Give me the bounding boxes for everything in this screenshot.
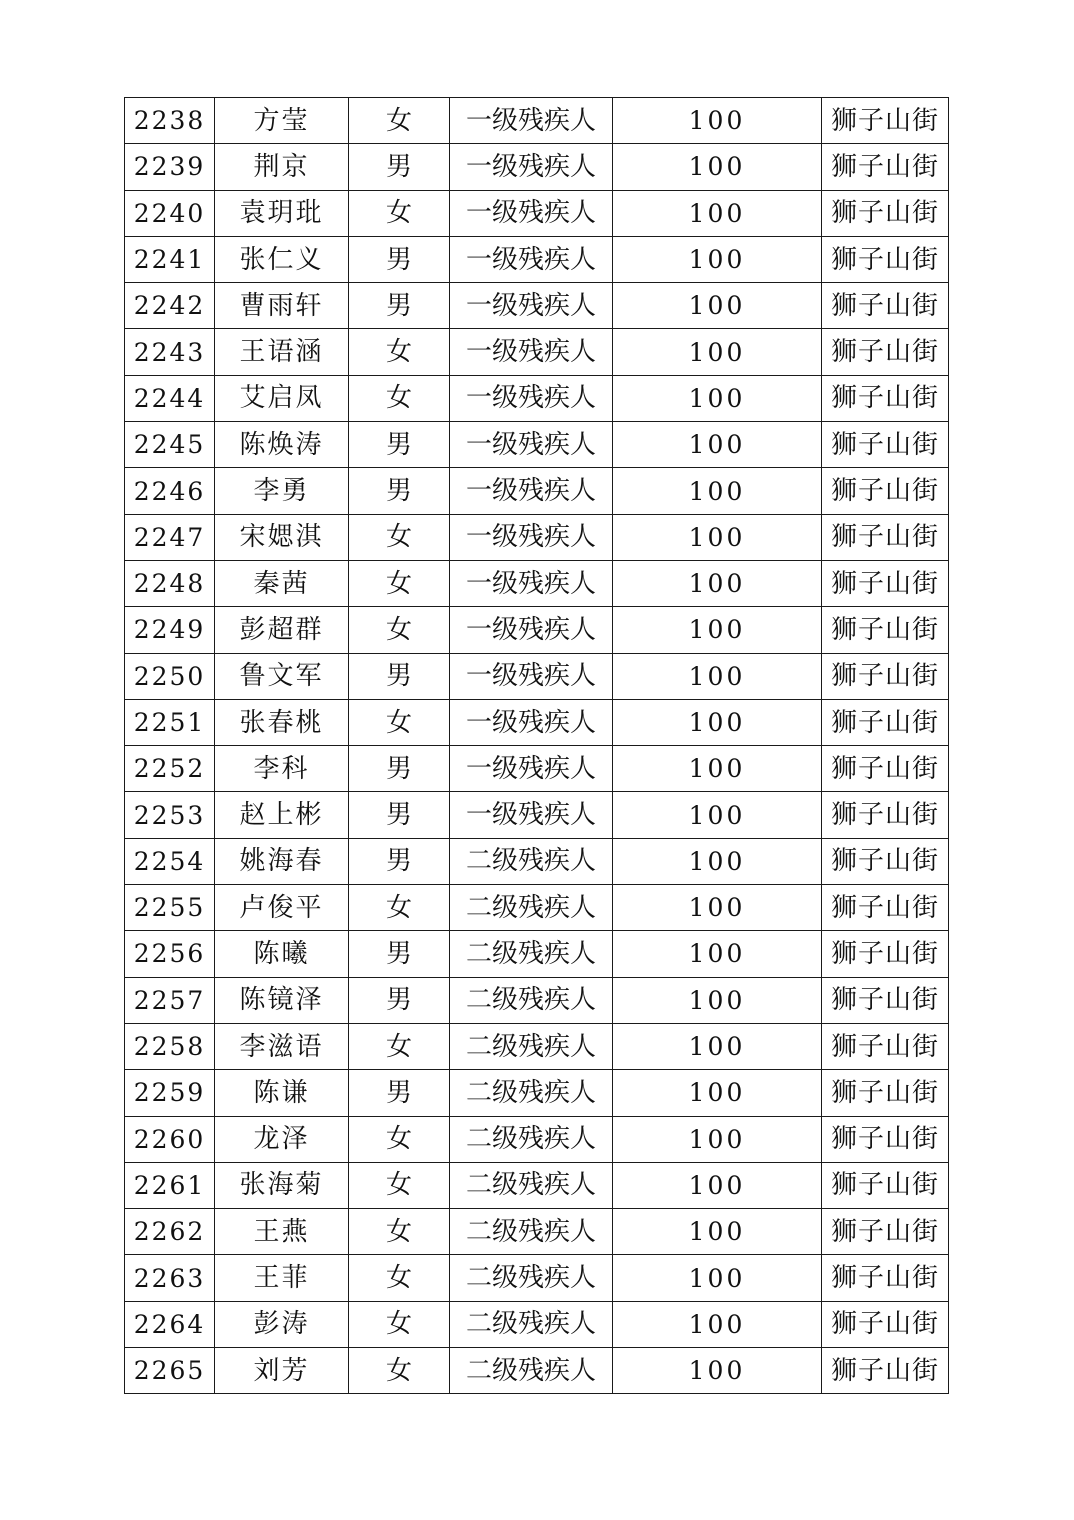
cell-gender: 男 [349, 144, 450, 190]
cell-record-number: 2246 [125, 468, 215, 514]
cell-gender: 女 [349, 1255, 450, 1301]
cell-gender: 女 [349, 190, 450, 236]
table-row [125, 1348, 949, 1394]
cell-street-area: 狮子山街 [822, 607, 949, 653]
cell-record-number: 2255 [125, 885, 215, 931]
table-row [125, 144, 949, 190]
cell-street-area: 狮子山街 [822, 977, 949, 1023]
cell-street-area: 狮子山街 [822, 560, 949, 606]
cell-disability-level: 二级残疾人 [450, 1255, 613, 1301]
cell-record-number: 2258 [125, 1023, 215, 1069]
cell-record-number: 2264 [125, 1301, 215, 1347]
cell-amount: 100 [613, 236, 822, 282]
cell-amount: 100 [613, 1348, 822, 1394]
cell-person-name: 宋媤淇 [215, 514, 349, 560]
cell-street-area: 狮子山街 [822, 375, 949, 421]
cell-amount: 100 [613, 514, 822, 560]
cell-gender: 男 [349, 653, 450, 699]
cell-gender: 男 [349, 468, 450, 514]
table-row [125, 468, 949, 514]
cell-gender: 男 [349, 422, 450, 468]
cell-record-number: 2244 [125, 375, 215, 421]
cell-amount: 100 [613, 931, 822, 977]
table-row [125, 1301, 949, 1347]
cell-record-number: 2253 [125, 792, 215, 838]
cell-street-area: 狮子山街 [822, 1116, 949, 1162]
cell-gender: 男 [349, 1070, 450, 1116]
cell-gender: 女 [349, 375, 450, 421]
cell-record-number: 2239 [125, 144, 215, 190]
cell-record-number: 2245 [125, 422, 215, 468]
cell-disability-level: 二级残疾人 [450, 1070, 613, 1116]
cell-street-area: 狮子山街 [822, 1162, 949, 1208]
cell-disability-level: 二级残疾人 [450, 838, 613, 884]
cell-disability-level: 一级残疾人 [450, 746, 613, 792]
cell-disability-level: 一级残疾人 [450, 468, 613, 514]
cell-person-name: 鲁文军 [215, 653, 349, 699]
cell-person-name: 陈曦 [215, 931, 349, 977]
cell-amount: 100 [613, 838, 822, 884]
cell-gender: 女 [349, 98, 450, 144]
cell-gender: 女 [349, 699, 450, 745]
cell-disability-level: 二级残疾人 [450, 1116, 613, 1162]
cell-street-area: 狮子山街 [822, 699, 949, 745]
cell-amount: 100 [613, 792, 822, 838]
cell-street-area: 狮子山街 [822, 329, 949, 375]
table-row [125, 977, 949, 1023]
cell-amount: 100 [613, 144, 822, 190]
cell-amount: 100 [613, 1116, 822, 1162]
cell-record-number: 2262 [125, 1209, 215, 1255]
cell-record-number: 2265 [125, 1348, 215, 1394]
cell-street-area: 狮子山街 [822, 468, 949, 514]
cell-street-area: 狮子山街 [822, 1255, 949, 1301]
cell-person-name: 赵上彬 [215, 792, 349, 838]
cell-person-name: 王菲 [215, 1255, 349, 1301]
cell-street-area: 狮子山街 [822, 98, 949, 144]
table-row [125, 98, 949, 144]
cell-person-name: 袁玥玭 [215, 190, 349, 236]
cell-person-name: 陈镜泽 [215, 977, 349, 1023]
cell-gender: 女 [349, 1116, 450, 1162]
table-row [125, 607, 949, 653]
cell-disability-level: 一级残疾人 [450, 190, 613, 236]
cell-record-number: 2243 [125, 329, 215, 375]
table-row [125, 699, 949, 745]
cell-record-number: 2259 [125, 1070, 215, 1116]
cell-disability-level: 二级残疾人 [450, 1023, 613, 1069]
cell-street-area: 狮子山街 [822, 653, 949, 699]
roster-table [124, 97, 949, 1394]
table-row [125, 1209, 949, 1255]
cell-disability-level: 二级残疾人 [450, 885, 613, 931]
cell-amount: 100 [613, 746, 822, 792]
cell-disability-level: 一级残疾人 [450, 98, 613, 144]
cell-disability-level: 二级残疾人 [450, 1348, 613, 1394]
cell-amount: 100 [613, 190, 822, 236]
cell-record-number: 2261 [125, 1162, 215, 1208]
table-row [125, 746, 949, 792]
cell-disability-level: 一级残疾人 [450, 653, 613, 699]
cell-person-name: 龙泽 [215, 1116, 349, 1162]
cell-gender: 女 [349, 1162, 450, 1208]
table-row [125, 1162, 949, 1208]
cell-disability-level: 一级残疾人 [450, 607, 613, 653]
cell-record-number: 2242 [125, 283, 215, 329]
cell-street-area: 狮子山街 [822, 422, 949, 468]
cell-gender: 女 [349, 514, 450, 560]
cell-gender: 女 [349, 1209, 450, 1255]
cell-record-number: 2241 [125, 236, 215, 282]
cell-record-number: 2240 [125, 190, 215, 236]
table-row [125, 560, 949, 606]
table-row [125, 885, 949, 931]
cell-person-name: 姚海春 [215, 838, 349, 884]
cell-person-name: 李勇 [215, 468, 349, 514]
cell-amount: 100 [613, 977, 822, 1023]
cell-person-name: 艾启凤 [215, 375, 349, 421]
table-row [125, 375, 949, 421]
cell-street-area: 狮子山街 [822, 1348, 949, 1394]
cell-street-area: 狮子山街 [822, 514, 949, 560]
cell-amount: 100 [613, 1023, 822, 1069]
cell-disability-level: 一级残疾人 [450, 792, 613, 838]
table-row [125, 190, 949, 236]
cell-amount: 100 [613, 1162, 822, 1208]
cell-record-number: 2254 [125, 838, 215, 884]
table-row [125, 1023, 949, 1069]
cell-street-area: 狮子山街 [822, 746, 949, 792]
cell-disability-level: 一级残疾人 [450, 560, 613, 606]
cell-amount: 100 [613, 283, 822, 329]
cell-record-number: 2247 [125, 514, 215, 560]
cell-record-number: 2263 [125, 1255, 215, 1301]
cell-gender: 男 [349, 838, 450, 884]
cell-amount: 100 [613, 607, 822, 653]
cell-record-number: 2249 [125, 607, 215, 653]
cell-disability-level: 一级残疾人 [450, 236, 613, 282]
cell-amount: 100 [613, 885, 822, 931]
cell-gender: 女 [349, 329, 450, 375]
table-row [125, 329, 949, 375]
cell-amount: 100 [613, 468, 822, 514]
table-row [125, 1116, 949, 1162]
table-row [125, 838, 949, 884]
cell-street-area: 狮子山街 [822, 931, 949, 977]
cell-amount: 100 [613, 329, 822, 375]
cell-amount: 100 [613, 98, 822, 144]
cell-person-name: 彭超群 [215, 607, 349, 653]
cell-street-area: 狮子山街 [822, 1301, 949, 1347]
cell-street-area: 狮子山街 [822, 885, 949, 931]
table-row [125, 1070, 949, 1116]
cell-person-name: 方莹 [215, 98, 349, 144]
cell-record-number: 2238 [125, 98, 215, 144]
cell-street-area: 狮子山街 [822, 236, 949, 282]
cell-gender: 男 [349, 931, 450, 977]
cell-disability-level: 一级残疾人 [450, 144, 613, 190]
table-row [125, 283, 949, 329]
cell-disability-level: 二级残疾人 [450, 1162, 613, 1208]
cell-gender: 女 [349, 607, 450, 653]
cell-amount: 100 [613, 1209, 822, 1255]
cell-person-name: 秦茜 [215, 560, 349, 606]
cell-person-name: 陈谦 [215, 1070, 349, 1116]
cell-amount: 100 [613, 1070, 822, 1116]
cell-record-number: 2252 [125, 746, 215, 792]
roster-table-body [125, 98, 949, 1394]
cell-gender: 男 [349, 792, 450, 838]
cell-street-area: 狮子山街 [822, 1209, 949, 1255]
cell-disability-level: 二级残疾人 [450, 977, 613, 1023]
cell-person-name: 曹雨轩 [215, 283, 349, 329]
cell-person-name: 刘芳 [215, 1348, 349, 1394]
cell-disability-level: 一级残疾人 [450, 329, 613, 375]
table-row [125, 931, 949, 977]
cell-person-name: 卢俊平 [215, 885, 349, 931]
table-row [125, 653, 949, 699]
cell-person-name: 彭涛 [215, 1301, 349, 1347]
cell-person-name: 李滋语 [215, 1023, 349, 1069]
cell-gender: 女 [349, 1301, 450, 1347]
cell-person-name: 张海菊 [215, 1162, 349, 1208]
cell-person-name: 王燕 [215, 1209, 349, 1255]
cell-person-name: 李科 [215, 746, 349, 792]
cell-street-area: 狮子山街 [822, 283, 949, 329]
cell-amount: 100 [613, 375, 822, 421]
cell-amount: 100 [613, 653, 822, 699]
cell-amount: 100 [613, 422, 822, 468]
cell-record-number: 2256 [125, 931, 215, 977]
cell-person-name: 张春桃 [215, 699, 349, 745]
cell-street-area: 狮子山街 [822, 144, 949, 190]
cell-record-number: 2257 [125, 977, 215, 1023]
cell-record-number: 2250 [125, 653, 215, 699]
cell-person-name: 陈焕涛 [215, 422, 349, 468]
table-row [125, 422, 949, 468]
cell-gender: 女 [349, 1023, 450, 1069]
cell-gender: 男 [349, 746, 450, 792]
cell-gender: 女 [349, 1348, 450, 1394]
cell-disability-level: 一级残疾人 [450, 514, 613, 560]
cell-street-area: 狮子山街 [822, 190, 949, 236]
cell-amount: 100 [613, 560, 822, 606]
cell-record-number: 2248 [125, 560, 215, 606]
table-row [125, 236, 949, 282]
cell-person-name: 荆京 [215, 144, 349, 190]
cell-gender: 男 [349, 977, 450, 1023]
cell-disability-level: 一级残疾人 [450, 375, 613, 421]
cell-amount: 100 [613, 1301, 822, 1347]
cell-record-number: 2251 [125, 699, 215, 745]
table-row [125, 1255, 949, 1301]
table-row [125, 792, 949, 838]
cell-gender: 男 [349, 236, 450, 282]
cell-record-number: 2260 [125, 1116, 215, 1162]
cell-person-name: 王语涵 [215, 329, 349, 375]
cell-disability-level: 一级残疾人 [450, 699, 613, 745]
cell-disability-level: 二级残疾人 [450, 1301, 613, 1347]
cell-gender: 男 [349, 283, 450, 329]
cell-disability-level: 一级残疾人 [450, 283, 613, 329]
cell-amount: 100 [613, 1255, 822, 1301]
table-row [125, 514, 949, 560]
cell-gender: 女 [349, 885, 450, 931]
cell-person-name: 张仁义 [215, 236, 349, 282]
cell-disability-level: 一级残疾人 [450, 422, 613, 468]
cell-street-area: 狮子山街 [822, 838, 949, 884]
cell-disability-level: 二级残疾人 [450, 1209, 613, 1255]
cell-gender: 女 [349, 560, 450, 606]
cell-street-area: 狮子山街 [822, 1070, 949, 1116]
cell-street-area: 狮子山街 [822, 1023, 949, 1069]
cell-street-area: 狮子山街 [822, 792, 949, 838]
cell-disability-level: 二级残疾人 [450, 931, 613, 977]
cell-amount: 100 [613, 699, 822, 745]
